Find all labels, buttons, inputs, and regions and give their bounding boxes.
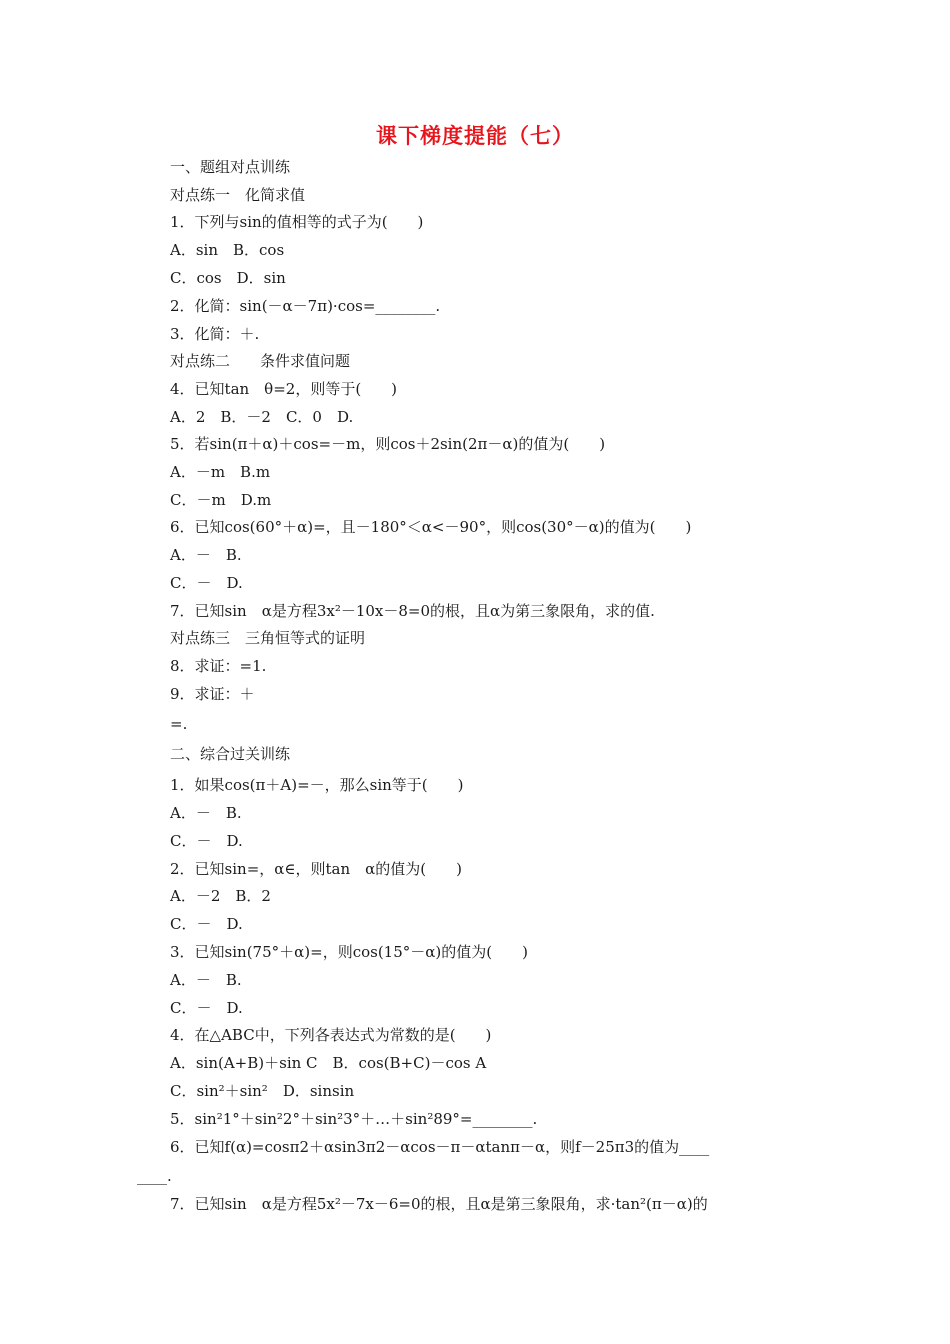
answer-options: A．2 B．－2 C．0 D. [170, 408, 354, 426]
question-text: 3．化简：＋. [170, 325, 260, 343]
answer-options: C．cos D．sin [170, 269, 286, 287]
question-text: 5．若sin(π＋α)＋cos=－m，则cos＋2sin(2π－α)的值为( ) [170, 435, 606, 453]
question-text: 1．如果cos(π＋A)=－，那么sin等于( ) [170, 776, 464, 794]
answer-options: A．－ B. [170, 546, 242, 564]
subsection-heading: 对点练二 条件求值问题 [170, 352, 351, 370]
question-text: 6．已知f(α)=cosπ2＋αsin3π2－αcos－π－αtanπ－α，则f－25π3的值为____ [170, 1138, 710, 1156]
question-text: =. [170, 715, 188, 733]
question-text: 7．已知sin α是方程3x²－10x－8=0的根，且α为第三象限角，求的值. [170, 602, 655, 620]
answer-options: C．sin²＋sin² D．sinsin [170, 1082, 355, 1100]
section-heading: 二、综合过关训练 [170, 745, 291, 763]
question-text: 4．在△ABC中，下列各表达式为常数的是( ) [170, 1026, 492, 1044]
question-text: ____. [137, 1167, 172, 1185]
answer-options: A．－2 B．2 [170, 887, 271, 905]
subsection-heading: 对点练一 化简求值 [170, 186, 306, 204]
question-text: 3．已知sin(75°＋α)=，则cos(15°－α)的值为( ) [170, 943, 528, 961]
question-text: 8．求证：=1. [170, 657, 267, 675]
answer-options: C．－ D. [170, 832, 243, 850]
question-text: 1．下列与sin的值相等的式子为( ) [170, 213, 424, 231]
answer-options: C．－ D. [170, 999, 243, 1017]
answer-options: C．－ D. [170, 574, 243, 592]
question-text: 6．已知cos(60°＋α)=，且－180°＜α<－90°，则cos(30°－α)的值为( ) [170, 518, 692, 536]
question-text: 2．已知sin=，α∈，则tan α的值为( ) [170, 860, 462, 878]
answer-options: C．－ D. [170, 915, 243, 933]
subsection-heading: 对点练三 三角恒等式的证明 [170, 629, 366, 647]
question-text: 2．化简：sin(－α－7π)·cos=________. [170, 297, 441, 315]
answer-options: C．－m D.m [170, 491, 272, 509]
question-text: 9．求证：＋ [170, 685, 255, 703]
question-text: 4．已知tan θ=2，则等于( ) [170, 380, 398, 398]
answer-options: A．－ B. [170, 971, 242, 989]
question-text: 7．已知sin α是方程5x²－7x－6=0的根，且α是第三象限角，求·tan²(π－α)的 [170, 1195, 708, 1213]
section-heading: 一、题组对点训练 [170, 158, 291, 176]
document-title: 课下梯度提能（七） [376, 124, 574, 148]
answer-options: A．－ B. [170, 804, 242, 822]
answer-options: A．sin B．cos [170, 241, 285, 259]
question-text: 5．sin²1°＋sin²2°＋sin²3°＋…＋sin²89°=________. [170, 1110, 538, 1128]
answer-options: A．sin(A+B)＋sin C B．cos(B+C)－cos A [170, 1054, 487, 1072]
answer-options: A．－m B.m [170, 463, 271, 481]
